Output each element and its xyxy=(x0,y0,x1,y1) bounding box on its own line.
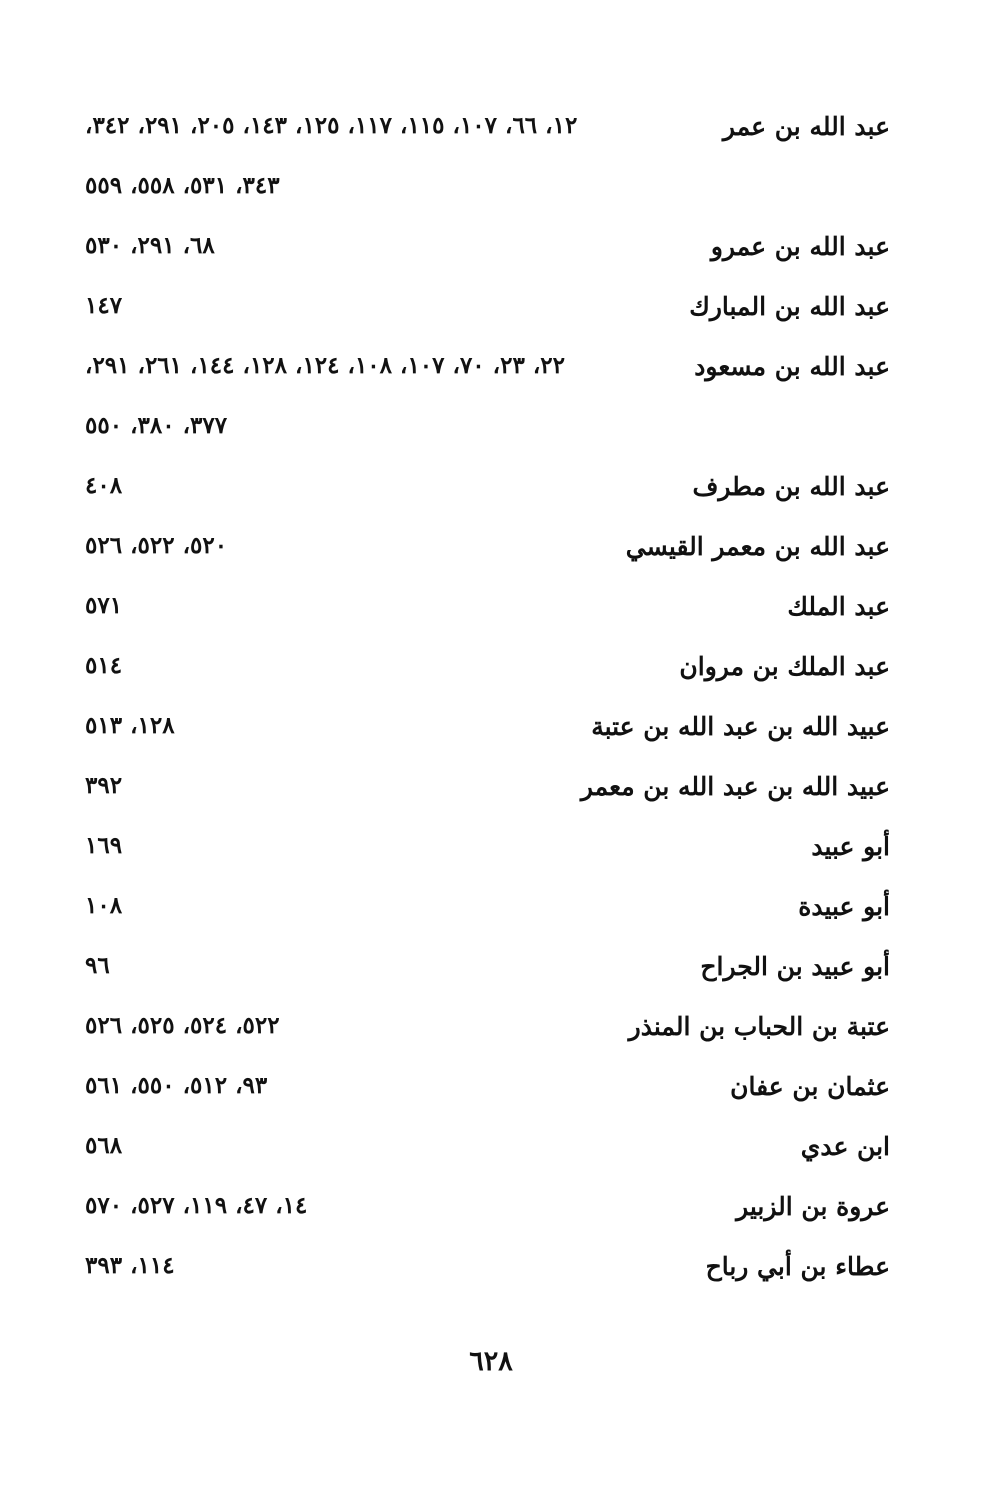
entry-name: عبد الملك بن مروان xyxy=(679,652,890,681)
entry-pages: ٥٢٢، ٥٢٤، ٥٢٥، ٥٢٦ xyxy=(85,1012,280,1039)
entry-pages: ١٠٨ xyxy=(85,892,123,919)
entry-name: عبد الله بن عمرو xyxy=(710,232,890,261)
entry-pages: ١١٤، ٣٩٣ xyxy=(85,1252,175,1279)
entry-pages: ٤٠٨ xyxy=(85,472,123,499)
entry-pages: ١٤٧ xyxy=(85,292,123,319)
entry-pages: ٥٧١ xyxy=(85,592,123,619)
entry-name: أبو عبيد xyxy=(811,832,890,861)
index-entry xyxy=(85,112,890,154)
index-entry xyxy=(85,832,890,874)
index-entry xyxy=(85,772,890,814)
entry-name: عبيد الله بن عبد الله بن عتبة xyxy=(591,712,890,741)
entry-name: عبد الملك xyxy=(787,592,890,621)
entry-name: عثمان بن عفان xyxy=(730,1072,890,1101)
entry-name: عبد الله بن مطرف xyxy=(692,472,890,501)
entry-pages: ٥٢٠، ٥٢٢، ٥٢٦ xyxy=(85,532,228,559)
entry-pages: ٢٢، ٢٣، ٧٠، ١٠٧، ١٠٨، ١٢٤، ١٢٨، ١٤٤، ٢٦١، ٢٩١، xyxy=(85,352,565,379)
entry-pages: ١٦٩ xyxy=(85,832,123,859)
entry-name: أبو عبيدة xyxy=(798,892,890,921)
entry-name: عبيد الله بن عبد الله بن معمر xyxy=(580,772,890,801)
index-entry xyxy=(85,652,890,694)
index-entry xyxy=(85,532,890,574)
index-entry xyxy=(85,892,890,934)
index-entry xyxy=(85,1072,890,1114)
entry-name: ابن عدي xyxy=(800,1132,890,1161)
entry-name: عبد الله بن معمر القيسي xyxy=(625,532,890,561)
index-entry xyxy=(85,472,890,514)
entry-name: أبو عبيد بن الجراح xyxy=(700,952,890,981)
entry-pages: ١٤، ٤٧، ١١٩، ٥٢٧، ٥٧٠ xyxy=(85,1192,308,1219)
index-entry xyxy=(85,1192,890,1234)
entry-name: عبد الله بن مسعود xyxy=(694,352,890,381)
entry-pages: ٩٦ xyxy=(85,952,110,979)
index-entry-continuation xyxy=(85,172,890,214)
index-entry-continuation xyxy=(85,412,890,454)
entry-pages: ٦٨، ٢٩١، ٥٣٠ xyxy=(85,232,215,259)
index-entry xyxy=(85,592,890,634)
index-entry xyxy=(85,1012,890,1054)
index-entry xyxy=(85,1252,890,1294)
index-entry xyxy=(85,712,890,754)
entry-pages: ٥٦٨ xyxy=(85,1132,123,1159)
entry-pages: ٩٣، ٥١٢، ٥٥٠، ٥٦١ xyxy=(85,1072,268,1099)
index-entry xyxy=(85,232,890,274)
page-number: ٦٢٨ xyxy=(469,1346,513,1377)
entry-name: عتبة بن الحباب بن المنذر xyxy=(628,1012,890,1041)
entry-pages: ١٢٨، ٥١٣ xyxy=(85,712,175,739)
entry-pages: ٣٩٢ xyxy=(85,772,123,799)
entry-pages: ٥١٤ xyxy=(85,652,123,679)
index-entry xyxy=(85,952,890,994)
entry-pages: ٣٧٧، ٣٨٠، ٥٥٠ xyxy=(85,412,228,439)
entry-name: عطاء بن أبي رباح xyxy=(705,1252,890,1281)
index-entry xyxy=(85,292,890,334)
index-entry xyxy=(85,352,890,394)
entry-name: عروة بن الزبير xyxy=(736,1192,890,1221)
entry-name: عبد الله بن عمر xyxy=(722,112,890,141)
entry-pages: ١٢، ٦٦، ١٠٧، ١١٥، ١١٧، ١٢٥، ١٤٣، ٢٠٥، ٢٩١، ٣٤٢، xyxy=(85,112,578,139)
index-entry xyxy=(85,1132,890,1174)
entry-pages: ٣٤٣، ٥٣١، ٥٥٨، ٥٥٩ xyxy=(85,172,280,199)
entry-name: عبد الله بن المبارك xyxy=(689,292,890,321)
